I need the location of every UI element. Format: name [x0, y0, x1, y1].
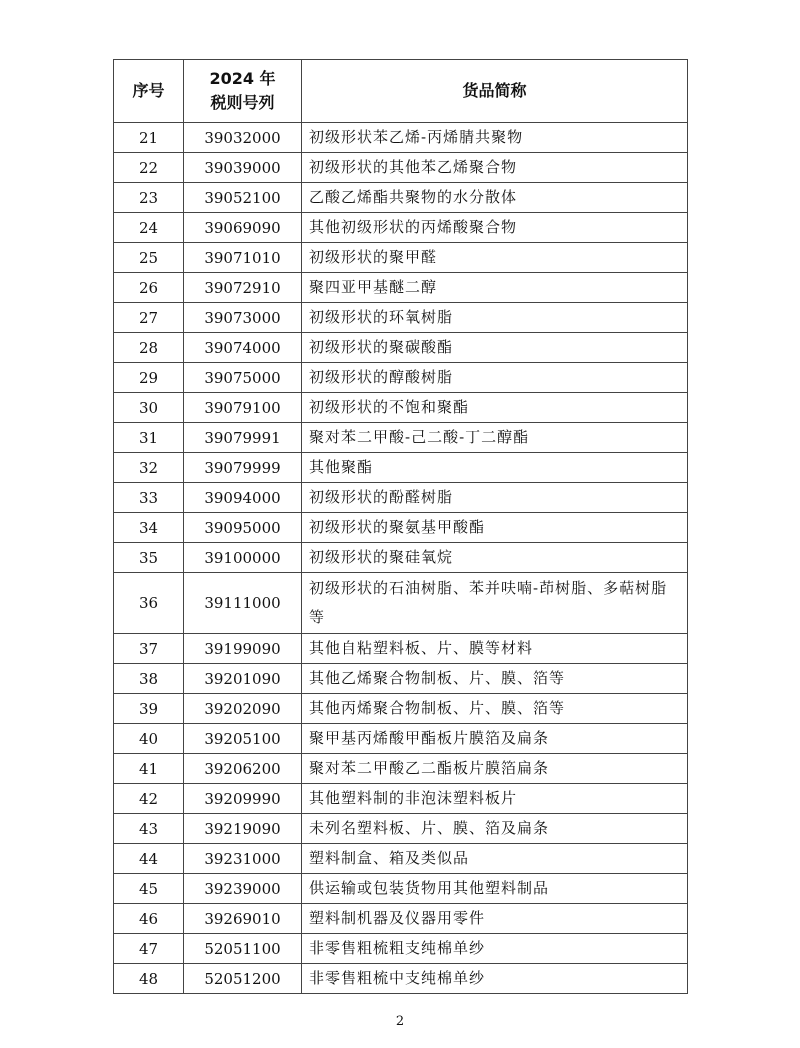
- row-index: 45: [114, 874, 184, 904]
- row-tariff-code: 39079999: [184, 453, 302, 483]
- row-index: 27: [114, 303, 184, 333]
- row-tariff-code: 39079991: [184, 423, 302, 453]
- row-index: 23: [114, 183, 184, 213]
- table-row: [114, 664, 688, 694]
- row-tariff-code: 39052100: [184, 183, 302, 213]
- row-tariff-code: 39094000: [184, 483, 302, 513]
- row-tariff-code: 39219090: [184, 814, 302, 844]
- row-index: 44: [114, 844, 184, 874]
- row-goods-name: 未列名塑料板、片、膜、箔及扁条: [302, 814, 688, 844]
- table-row: [114, 964, 688, 994]
- table-row: [114, 874, 688, 904]
- table-row: [114, 694, 688, 724]
- row-tariff-code: 39073000: [184, 303, 302, 333]
- row-goods-name: 聚四亚甲基醚二醇: [302, 273, 688, 303]
- row-goods-name: 初级形状苯乙烯-丙烯腈共聚物: [302, 123, 688, 153]
- row-tariff-code: 39039000: [184, 153, 302, 183]
- row-tariff-code: 39199090: [184, 634, 302, 664]
- row-tariff-code: 52051100: [184, 934, 302, 964]
- header-code-line2: 税则号列: [210, 93, 275, 112]
- row-goods-name: 聚对苯二甲酸乙二酯板片膜箔扁条: [302, 754, 688, 784]
- row-index: 24: [114, 213, 184, 243]
- row-index: 22: [114, 153, 184, 183]
- table-row: [114, 333, 688, 363]
- row-goods-name: 初级形状的酚醛树脂: [302, 483, 688, 513]
- row-index: 42: [114, 784, 184, 814]
- table-row: [114, 904, 688, 934]
- table-row: [114, 453, 688, 483]
- row-tariff-code: 39074000: [184, 333, 302, 363]
- row-tariff-code: 39202090: [184, 694, 302, 724]
- table-header-row: [114, 60, 688, 123]
- table-row: [114, 934, 688, 964]
- row-tariff-code: 39069090: [184, 213, 302, 243]
- row-tariff-code: 39209990: [184, 784, 302, 814]
- table-row: [114, 273, 688, 303]
- row-tariff-code: 39032000: [184, 123, 302, 153]
- table-row: [114, 543, 688, 573]
- row-goods-name: 其他初级形状的丙烯酸聚合物: [302, 213, 688, 243]
- table-row: [114, 814, 688, 844]
- row-goods-name: 初级形状的石油树脂、苯并呋喃-茚树脂、多萜树脂等: [302, 573, 688, 634]
- row-goods-name: 初级形状的聚硅氧烷: [302, 543, 688, 573]
- row-goods-name: 初级形状的环氧树脂: [302, 303, 688, 333]
- table-row: [114, 634, 688, 664]
- table-row: [114, 393, 688, 423]
- row-index: 41: [114, 754, 184, 784]
- table-row: [114, 153, 688, 183]
- row-index: 25: [114, 243, 184, 273]
- row-index: 29: [114, 363, 184, 393]
- row-goods-name: 塑料制盒、箱及类似品: [302, 844, 688, 874]
- row-goods-name: 聚对苯二甲酸-己二酸-丁二醇酯: [302, 423, 688, 453]
- table-row: [114, 423, 688, 453]
- row-goods-name: 供运输或包装货物用其他塑料制品: [302, 874, 688, 904]
- row-goods-name: 其他自粘塑料板、片、膜等材料: [302, 634, 688, 664]
- row-index: 48: [114, 964, 184, 994]
- table-body: [114, 123, 688, 994]
- row-tariff-code: 39079100: [184, 393, 302, 423]
- row-index: 34: [114, 513, 184, 543]
- table-row: [114, 844, 688, 874]
- row-tariff-code: 39100000: [184, 543, 302, 573]
- table-row: [114, 183, 688, 213]
- header-goods-name: 货品简称: [302, 60, 688, 123]
- header-code-line1: 2024 年: [209, 69, 276, 88]
- row-index: 30: [114, 393, 184, 423]
- row-tariff-code: 52051200: [184, 964, 302, 994]
- table-row: [114, 363, 688, 393]
- row-tariff-code: 39205100: [184, 724, 302, 754]
- row-goods-name: 其他塑料制的非泡沫塑料板片: [302, 784, 688, 814]
- row-index: 43: [114, 814, 184, 844]
- table-row: [114, 243, 688, 273]
- table-row: [114, 303, 688, 333]
- row-tariff-code: 39071010: [184, 243, 302, 273]
- table-row: [114, 724, 688, 754]
- row-tariff-code: 39075000: [184, 363, 302, 393]
- row-index: 31: [114, 423, 184, 453]
- row-index: 26: [114, 273, 184, 303]
- row-tariff-code: 39239000: [184, 874, 302, 904]
- row-goods-name: 塑料制机器及仪器用零件: [302, 904, 688, 934]
- row-goods-name: 初级形状的聚甲醛: [302, 243, 688, 273]
- row-goods-name: 乙酸乙烯酯共聚物的水分散体: [302, 183, 688, 213]
- header-tariff-code: [184, 60, 302, 123]
- row-index: 38: [114, 664, 184, 694]
- row-goods-name: 初级形状的不饱和聚酯: [302, 393, 688, 423]
- row-goods-name: 非零售粗梳粗支纯棉单纱: [302, 934, 688, 964]
- row-tariff-code: 39095000: [184, 513, 302, 543]
- row-tariff-code: 39072910: [184, 273, 302, 303]
- row-goods-name: 初级形状的其他苯乙烯聚合物: [302, 153, 688, 183]
- row-index: 35: [114, 543, 184, 573]
- table-row: [114, 784, 688, 814]
- table-row: [114, 573, 688, 634]
- row-index: 39: [114, 694, 184, 724]
- table-row: [114, 213, 688, 243]
- row-goods-name: 其他聚酯: [302, 453, 688, 483]
- row-goods-name: 聚甲基丙烯酸甲酯板片膜箔及扁条: [302, 724, 688, 754]
- page-number: 2: [395, 1014, 405, 1029]
- goods-table: [113, 59, 688, 994]
- row-index: 36: [114, 573, 184, 634]
- row-tariff-code: 39231000: [184, 844, 302, 874]
- table-row: [114, 123, 688, 153]
- row-tariff-code: 39269010: [184, 904, 302, 934]
- row-goods-name: 初级形状的醇酸树脂: [302, 363, 688, 393]
- row-index: 37: [114, 634, 184, 664]
- row-tariff-code: 39206200: [184, 754, 302, 784]
- row-goods-name: 其他乙烯聚合物制板、片、膜、箔等: [302, 664, 688, 694]
- row-index: 32: [114, 453, 184, 483]
- row-index: 33: [114, 483, 184, 513]
- row-index: 46: [114, 904, 184, 934]
- row-tariff-code: 39201090: [184, 664, 302, 694]
- row-index: 47: [114, 934, 184, 964]
- table-row: [114, 513, 688, 543]
- row-goods-name: 其他丙烯聚合物制板、片、膜、箔等: [302, 694, 688, 724]
- row-index: 21: [114, 123, 184, 153]
- table-row: [114, 754, 688, 784]
- row-tariff-code: 39111000: [184, 573, 302, 634]
- header-index: 序号: [114, 60, 184, 123]
- table-row: [114, 483, 688, 513]
- row-goods-name: 非零售粗梳中支纯棉单纱: [302, 964, 688, 994]
- row-index: 28: [114, 333, 184, 363]
- row-index: 40: [114, 724, 184, 754]
- row-goods-name: 初级形状的聚氨基甲酸酯: [302, 513, 688, 543]
- row-goods-name: 初级形状的聚碳酸酯: [302, 333, 688, 363]
